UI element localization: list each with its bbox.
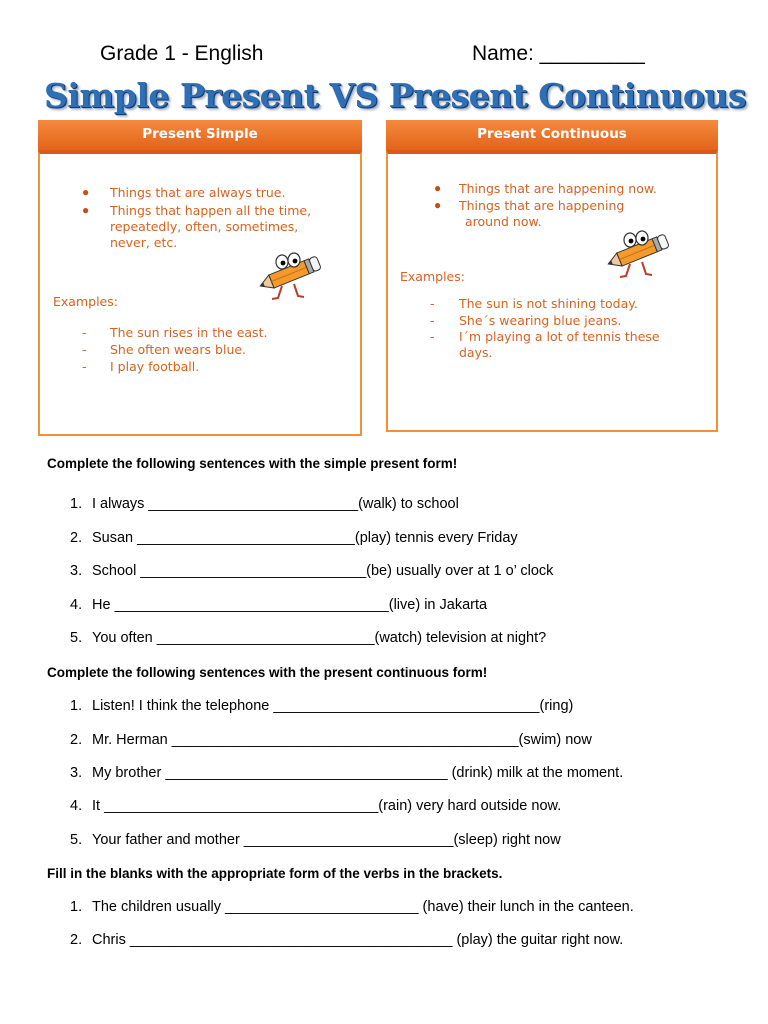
example-text: She´s wearing blue jeans. bbox=[459, 313, 622, 328]
exercise-item[interactable] bbox=[70, 765, 623, 781]
item-text: Mr. Herman ___________________________________________(swim) now bbox=[92, 732, 592, 748]
rule-text: Things that are happening bbox=[459, 198, 625, 213]
example-text: The sun is not shining today. bbox=[459, 296, 638, 311]
item-number: 1. bbox=[70, 698, 83, 714]
dash-icon: - bbox=[82, 359, 87, 374]
exercise-item[interactable] bbox=[70, 530, 518, 546]
exercise-item[interactable] bbox=[70, 563, 553, 579]
item-number: 4. bbox=[70, 798, 83, 814]
item-text: Your father and mother __________________________(sleep) right now bbox=[92, 832, 561, 848]
item-text: School ____________________________(be) usually over at 1 o’ clock bbox=[92, 563, 554, 579]
example-text: The sun rises in the east. bbox=[110, 325, 268, 340]
item-number: 1. bbox=[70, 496, 83, 512]
bullet-icon: ● bbox=[82, 203, 90, 217]
exercise-item[interactable] bbox=[70, 798, 561, 814]
rule-text: Things that are always true. bbox=[110, 185, 286, 200]
section-instruction: Complete the following sentences with the present continuous form! bbox=[47, 665, 488, 680]
item-number: 2. bbox=[70, 530, 83, 546]
example-text: She often wears blue. bbox=[110, 342, 247, 357]
item-number: 5. bbox=[70, 630, 83, 646]
present-continuous-heading: Present Continuous bbox=[386, 120, 718, 150]
section-instruction: Complete the following sentences with the simple present form! bbox=[47, 456, 458, 471]
dash-icon: - bbox=[82, 325, 87, 340]
section-instruction: Fill in the blanks with the appropriate form of the verbs in the brackets. bbox=[47, 866, 503, 881]
item-number: 2. bbox=[70, 932, 83, 948]
item-text: I always __________________________(walk) to school bbox=[92, 496, 459, 512]
rule-text: never, etc. bbox=[110, 235, 178, 250]
present-simple-heading: Present Simple bbox=[38, 120, 362, 150]
exercise-item[interactable] bbox=[70, 698, 573, 714]
item-number: 5. bbox=[70, 832, 83, 848]
item-number: 2. bbox=[70, 732, 83, 748]
rule-text: Things that happen all the time, bbox=[110, 203, 312, 218]
item-number: 3. bbox=[70, 765, 83, 781]
item-text: Susan ___________________________(play) tennis every Friday bbox=[92, 530, 518, 546]
item-text: The children usually ________________________ (have) their lunch in the canteen. bbox=[92, 899, 634, 915]
bullet-icon: ● bbox=[434, 181, 442, 195]
item-text: My brother ___________________________________ (drink) milk at the moment. bbox=[92, 765, 624, 781]
example-text: I´m playing a lot of tennis these bbox=[459, 329, 660, 344]
exercise-item[interactable] bbox=[70, 899, 634, 915]
pencil-mascot-icon bbox=[600, 224, 676, 280]
dash-icon: - bbox=[430, 329, 435, 344]
item-text: He __________________________________(live) in Jakarta bbox=[92, 597, 488, 613]
worksheet-title: Simple Present VS Present Continuous bbox=[44, 76, 746, 115]
example-text: days. bbox=[459, 345, 493, 360]
exercise-item[interactable] bbox=[70, 932, 623, 948]
exercise-item[interactable] bbox=[70, 732, 592, 748]
item-text: Listen! I think the telephone _________________________________(ring) bbox=[92, 698, 574, 714]
present-continuous-box bbox=[386, 120, 718, 432]
exercise-item[interactable] bbox=[70, 832, 561, 848]
rule-text: around now. bbox=[465, 214, 542, 229]
item-number: 3. bbox=[70, 563, 83, 579]
name-field[interactable]: Name: _________ bbox=[472, 42, 645, 65]
dash-icon: - bbox=[82, 342, 87, 357]
grade-label: Grade 1 - English bbox=[100, 42, 264, 65]
example-text: I play football. bbox=[110, 359, 200, 374]
item-number: 4. bbox=[70, 597, 83, 613]
present-simple-box bbox=[38, 120, 362, 436]
exercise-item[interactable] bbox=[70, 630, 546, 646]
bullet-icon: ● bbox=[82, 185, 90, 199]
dash-icon: - bbox=[430, 313, 435, 328]
item-text: It __________________________________(rain) very hard outside now. bbox=[92, 798, 562, 814]
item-text: You often ___________________________(watch) television at night? bbox=[92, 630, 547, 646]
exercise-item[interactable] bbox=[70, 496, 459, 512]
bullet-icon: ● bbox=[434, 198, 442, 212]
rule-text: Things that are happening now. bbox=[459, 181, 657, 196]
exercise-item[interactable] bbox=[70, 597, 487, 613]
examples-label: Examples: bbox=[400, 269, 465, 284]
pencil-mascot-icon bbox=[252, 246, 328, 302]
item-text: Chris ________________________________________ (play) the guitar right now. bbox=[92, 932, 624, 948]
dash-icon: - bbox=[430, 296, 435, 311]
item-number: 1. bbox=[70, 899, 83, 915]
examples-label: Examples: bbox=[53, 294, 118, 309]
rule-text: repeatedly, often, sometimes, bbox=[110, 219, 299, 234]
